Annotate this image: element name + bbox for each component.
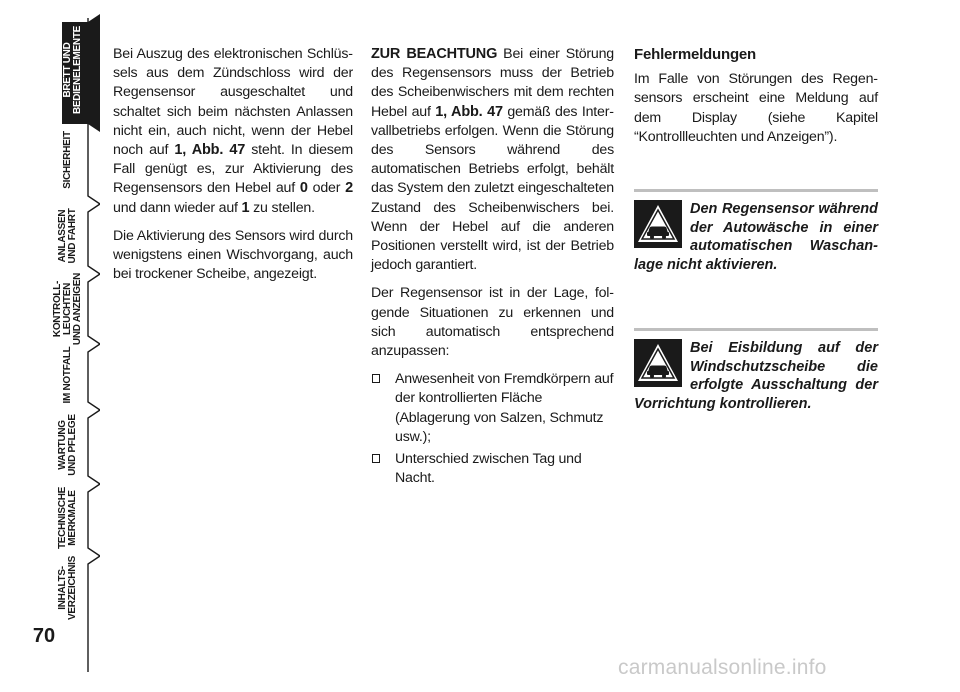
tab-inhaltsverzeichnis[interactable]: INHALTS- VERZEICHNIS	[57, 556, 78, 620]
list-item: Unterschied zwischen Tag und Nacht.	[371, 450, 614, 488]
paragraph-key-removal: Bei Auszug des elektronischen Schlüssels aus dem Zündschloss wird der Regensensor ausgeschaltet und schaltet sich beim nächsten Anlassen nicht ein, auch nicht, wenn der Hebel noch auf 1, Abb. 47 steht. In diesem Fall genügt es, zur Aktivierung des Regensensors den Hebel auf 0 oder 2 und dann wieder auf 1 zu stellen.	[113, 46, 353, 216]
tab-kontrollleuchten[interactable]: KONTROLL- LEUCHTEN UND ANZEIGEN	[52, 272, 83, 346]
tab-sicherheit[interactable]: SICHERHEIT	[62, 131, 73, 189]
tab-im-notfall[interactable]: IM NOTFALL	[62, 346, 73, 404]
tab-armaturenbrett[interactable]: ARMATUREN- BRETT UND BEDIENELEMENTE	[52, 25, 83, 115]
warning-box	[634, 328, 878, 413]
paragraph-activation: Die Aktivierung des Sensors wird durch wenigstens einen Wischvorgang, auch bei trockener Scheibe, angezeigt.	[113, 227, 353, 283]
warning-text: Den Regensensor während der Autowäsche in einer automatischen Waschanlage nicht aktivieren.	[634, 201, 878, 273]
section-title: Fehlermeldungen	[634, 46, 757, 63]
warning-text: Bei Eisbildung auf der Windschutzscheibe die erfolgte Ausschaltung der Vorrichtung kontrollieren.	[634, 340, 878, 412]
column-1	[113, 45, 353, 293]
tab-technische-merkmale[interactable]: TECHNISCHE MERKMALE	[57, 487, 78, 550]
warning-box	[634, 189, 878, 274]
figure-reference: 1, Abb. 47	[435, 103, 503, 120]
page-number: 70	[32, 625, 56, 647]
column-3	[634, 45, 878, 156]
tab-strip-frame	[0, 0, 100, 692]
column-2	[371, 45, 614, 491]
tab-wartung-und-pflege[interactable]: WARTUNG UND PFLEGE	[57, 414, 78, 476]
list-item: Anwesenheit von Fremdkörpern auf der kontrollierten Fläche (Ablagerung von Salzen, Schmutz usw.);	[371, 370, 614, 447]
chapter-tab-strip	[0, 0, 100, 692]
checkbox-bullet-icon	[372, 454, 380, 463]
note-paragraph: ZUR BEACHTUNG Bei einer Störung des Regensensors muss der Betrieb des Scheibenwischers mit dem rechten Hebel auf 1, Abb. 47 gemäß des Intervallbetriebs erfolgen. Wenn die Störung des Sensors während des automatischen Betriebs erfolgt, behält das System den zuletzt eingeschalteten Zustand des Scheibenwischers bei. Wenn der Hebel auf die anderen Positionen verstellt wird, ist der Betrieb jedoch garantiert.	[371, 46, 614, 274]
watermark: carmanualsonline.info	[618, 656, 827, 679]
paragraph-sensor-capabilities: Der Regensensor ist in der Lage, folgende Situationen zu erkennen und sich automatisch entsprechend anzupassen:	[371, 285, 614, 360]
paragraph-error-messages: Im Falle von Störungen des Regensensors erscheint eine Meldung auf dem Display (siehe Kapitel “Kontrollleuchten und Anzeigen”).	[634, 71, 878, 145]
bullet-list	[371, 370, 614, 488]
warning-triangle-car-icon	[634, 200, 682, 248]
tab-anlassen-und-fahrt[interactable]: ANLASSEN UND FAHRT	[57, 208, 78, 264]
figure-reference: 1, Abb. 47	[174, 142, 246, 159]
note-label: ZUR BEACHTUNG	[371, 46, 498, 62]
warning-triangle-car-icon	[634, 339, 682, 387]
checkbox-bullet-icon	[372, 374, 380, 383]
